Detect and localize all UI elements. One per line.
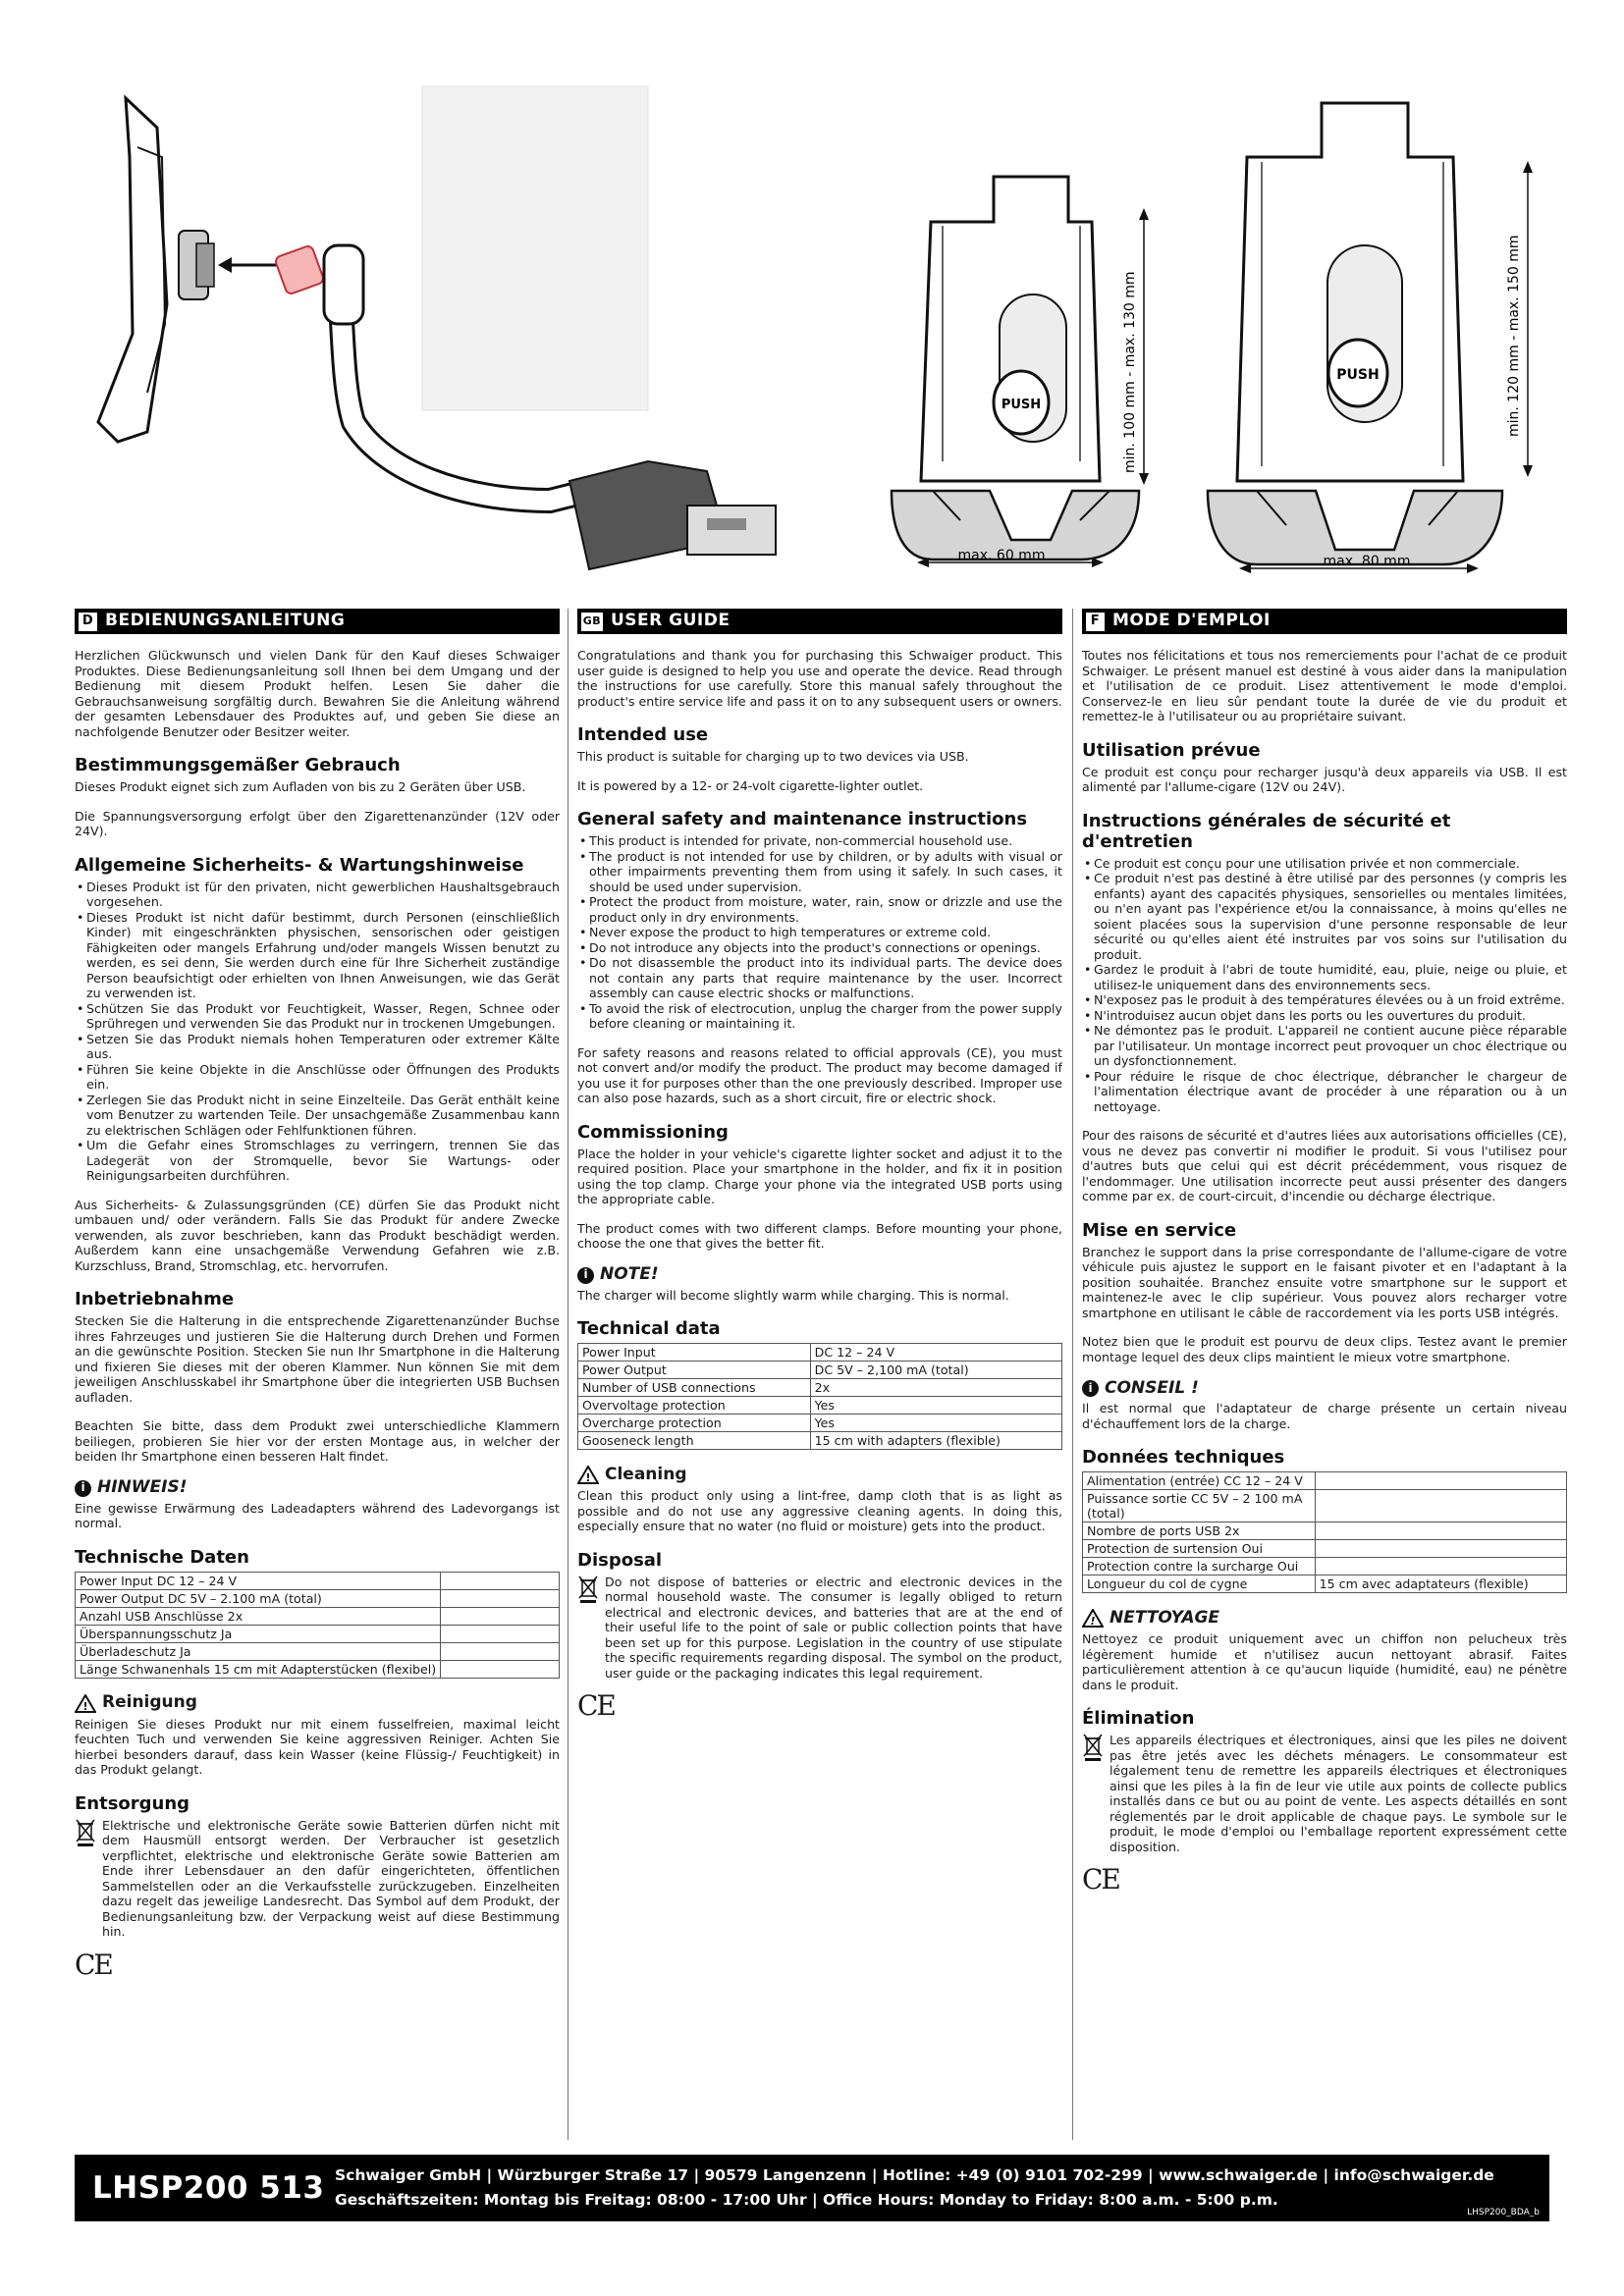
table-row: Gooseneck length 15 cm with adapters (flexible) [578, 1432, 1062, 1450]
push-label-small: PUSH [1001, 398, 1042, 412]
disposal-block-en [577, 1575, 1062, 1682]
section-header-de [75, 609, 560, 634]
list-item: • Dieses Produkt ist nicht dafür bestimmt, durch Personen (einschließlich Kinder) mit eingeschränkten physischen, sensorischen oder geistigen Fähigkeiten oder mangels Erfahrung und/oder mangels Wissen benutzt zu werden, es sei denn, Sie werden durch eine für Ihre Sicherheit zuständige Person beaufsichtigt oder erhielten von Ihnen Anweisungen, wie das Gerät zu verwenden ist. [75, 910, 560, 1001]
section-header-en [577, 609, 1062, 634]
note-title-en: NOTE! [600, 1264, 659, 1285]
tech-table-de [75, 1572, 560, 1679]
office-hours-line: Geschäftszeiten: Montag bis Freitag: 08:00 - 17:00 Uhr | Office Hours: Monday to Friday: 8:00 a.m. - 5:00 p.m. [335, 2191, 1278, 2209]
list-item: • Protect the product from moisture, water, rain, snow or drizzle and use the product only in dry environments. [577, 894, 1062, 925]
ce-notice-fr: Pour des raisons de sécurité et d'autres liées aux autorisations officielles (CE), vous ne devez pas convertir ni modifier le produit. Si vous l'utilisez pour d'autres buts que celui qui est décrit précédemment, vous risquez de l'endommager. Une utilisation incorrecte peut aussi présenter des dangers comme par ex. de court-circuit, d'incendie ou décharge électrique. [1082, 1128, 1567, 1203]
table-row: Power Output DC 5V – 2.100 mA (total) [76, 1589, 560, 1607]
illustration-svg [0, 69, 1624, 599]
list-item: • This product is intended for private, non-commercial household use. [577, 833, 1062, 849]
table-row: Alimentation (entrée) CC 12 – 24 V [1083, 1472, 1567, 1490]
cleaning-title-fr: NETTOYAGE [1110, 1607, 1220, 1628]
small-height-label: min. 100 mm - max. 130 mm [1122, 271, 1138, 473]
ce-mark-de: CE [75, 1948, 112, 1981]
note-heading-de [75, 1477, 560, 1498]
commissioning-de-1: Stecken Sie die Halterung in die entsprechende Zigarettenanzünder Buchse ihres Fahrzeuges und justieren Sie die Halterung durch Drehen und Formen an die gewünschte Position. Stecken Sie nun Ihr Smartphone in die Halterung und fixieren Sie dieses mit der oberen Klammer. Nun können Sie mit dem jeweiligen Anschlusskabel ihr Smartphone über die integrierten USB Buchsen aufladen. [75, 1313, 560, 1405]
heading-commissioning-de: Inbetriebnahme [75, 1289, 235, 1309]
large-width-label: max. 80 mm [1323, 554, 1411, 569]
note-text-de: Eine gewisse Erwärmung des Ladeadapters während des Ladevorgangs ist normal. [75, 1500, 560, 1530]
company-info [335, 2163, 1494, 2213]
commissioning-fr-2: Notez bien que le produit est pourvu de deux clips. Testez avant le premier montage lequel des deux clips maintient le mieux votre smartphone. [1082, 1334, 1567, 1364]
crossed-bin-icon [1082, 1733, 1104, 1762]
list-item: • To avoid the risk of electrocution, unplug the charger from the power supply before cleaning or maintaining it. [577, 1001, 1062, 1032]
heading-safety-de: Allgemeine Sicherheits- & Wartungshinweise [75, 854, 524, 876]
note-title-de: HINWEIS! [97, 1477, 188, 1498]
section-header-fr [1082, 609, 1567, 634]
list-item: • Setzen Sie das Produkt niemals hohen Temperaturen oder extremer Kälte aus. [75, 1032, 560, 1062]
list-item: • Gardez le produit à l'abri de toute humidité, eau, pluie, neige ou pluie, et utilisez-le uniquement dans des environnements secs. [1082, 962, 1567, 992]
title-en: USER GUIDE [611, 611, 731, 631]
list-item: • Ce produit n'est pas destiné à être utilisé par des personnes (y compris les enfants) ayant des capacités physiques, sensorielles ou mentales limitées, ou n'en ayant pas l'expérience et/ou la connaissance, à moins qu'elles ne soient placées sous la supervision d'une personne responsable de leur sécurité ou qu'elles aient été instruites par vos soins sur l'utilisation du produit. [1082, 871, 1567, 962]
cleaning-heading-fr [1082, 1609, 1567, 1628]
cleaning-heading-en [577, 1466, 1062, 1484]
language-code-fr: F [1086, 613, 1105, 631]
warning-icon [577, 1466, 599, 1484]
commissioning-en-1: Place the holder in your vehicle's cigarette lighter socket and adjust it to the required position. Place your smartphone in the holder, and fix it in position using the top clamp. Charge your phone via the integrated USB ports using the appropriate cable. [577, 1146, 1062, 1206]
commissioning-de-2: Beachten Sie bitte, dass dem Produkt zwei unterschiedliche Klammern beiliegen, probieren Sie hier vor der ersten Montage aus, in welcher der beiden Ihr Smartphone einen besseren Halt findet. [75, 1418, 560, 1464]
title-fr: MODE D'EMPLOI [1112, 611, 1271, 631]
warning-icon [1082, 1609, 1104, 1628]
document-code: LHSP200_BDA_b [1467, 2208, 1540, 2217]
list-item: • N'exposez pas le produit à des températures élevées ou à un froid extrême. [1082, 992, 1567, 1008]
list-item: • Do not disassemble the product into its individual parts. The device does not contain any parts that require maintenance by the user. Incorrect assembly can cause electric shocks or malfunctions. [577, 955, 1062, 1001]
heading-intended-use-fr: Utilisation prévue [1082, 739, 1261, 761]
list-item: • Ne démontez pas le produit. L'appareil ne contient aucune pièce réparable par l'utilisateur. Un montage incorrect peut provoquer un choc électrique ou un dysfonctionnement. [1082, 1023, 1567, 1069]
list-item: • Schützen Sie das Produkt vor Feuchtigkeit, Wasser, Regen, Schnee oder Sprühregen und verwenden Sie das Produkt nur in trockenen Umgebungen. [75, 1001, 560, 1032]
table-row: Power Output DC 5V – 2,100 mA (total) [578, 1362, 1062, 1379]
table-row: Protection contre la surcharge Oui [1083, 1558, 1567, 1575]
column-french [1082, 609, 1567, 1896]
intended-use-fr-1: Ce produit est conçu pour recharger jusqu'à deux appareils via USB. Il est alimenté par l'allume-cigare (12V ou 24V). [1082, 764, 1567, 794]
svg-text:!: ! [82, 1699, 88, 1713]
disposal-text-fr: Les appareils électriques et électroniques, ainsi que les piles ne doivent pas être jetés avec les déchets ménagers. Le consommateur est légalement tenu de remettre les appareils électriques et électroniques ainsi que les piles à la fin de leur vie utile aux points de collecte publics installés dans ce but ou au point de vente. Les aspects détaillés en sont réglementés par le droit applicable de chaque pays. Le symbole sur le produit, le mode d'emploi ou l'emballage reportent expressément cette disposition. [1110, 1733, 1567, 1854]
note-heading-en [577, 1264, 1062, 1285]
heading-safety-fr: Instructions générales de sécurité et d'entretien [1082, 810, 1451, 852]
note-text-fr: Il est normal que l'adaptateur de charge présente un certain niveau d'échauffement lors de la charge. [1082, 1401, 1567, 1431]
safety-list-en [577, 833, 1062, 1032]
ce-notice-de: Aus Sicherheits- & Zulassungsgründen (CE) dürfen Sie das Produkt nicht umbauen und/ oder verändern. Falls Sie das Produkt für andere Zwecke verwenden, als zuvor beschrieben, kann das Produkt beschädigt werden. Außerdem kann eine unsachgemäße Verwendung Gefahren wie z.B. Kurzschluss, Brand, Stromschlag, etc. hervorrufen. [75, 1197, 560, 1273]
cleaning-title-en: Cleaning [605, 1464, 687, 1484]
language-code-de: D [79, 613, 97, 631]
crossed-bin-icon [75, 1818, 96, 1847]
footer-bar [75, 2155, 1549, 2221]
list-item: • Pour réduire le risque de choc électrique, débrancher le chargeur de l'alimentation électrique avant de procéder à une réparation ou à un nettoyage. [1082, 1069, 1567, 1115]
intro-de: Herzlichen Glückwunsch und vielen Dank für den Kauf dieses Schwaiger Produktes. Diese Bedienungsanleitung soll Ihnen bei dem Umgang und der Bedienung mit diesem Produkt helfen. Lesen Sie daher die Gebrauchsanweisung sorgfältig durch. Bewahren Sie die Anleitung während der gesamten Lebensdauer des Produktes auf, und geben Sie diese an nachfolgende Benutzer oder Besitzer weiter. [75, 648, 560, 739]
info-icon: i [75, 1480, 91, 1497]
heading-commissioning-fr: Mise en service [1082, 1219, 1237, 1241]
intended-use-en-2: It is powered by a 12- or 24-volt cigarette-lighter outlet. [577, 777, 924, 793]
commissioning-fr-1: Branchez le support dans la prise correspondante de l'allume-cigare de votre véhicule puis ajustez le support en le faisant pivoter et en l'adaptant à la position souhaitée. Branchez ensuite votre smartphone sur le support et maintenez-le avec le clip supérieur. Vous pouvez alors recharger votre smartphone en utilisant le câble de raccordement via les ports USB intégrés. [1082, 1244, 1567, 1320]
table-row: Number of USB connections 2x [578, 1379, 1062, 1397]
cleaning-title-de: Reinigung [102, 1692, 197, 1713]
tech-table-en [577, 1343, 1062, 1450]
heading-intended-use-de: Bestimmungsgemäßer Gebrauch [75, 755, 401, 775]
large-holder-diagram [1208, 103, 1533, 573]
note-text-en: The charger will become slightly warm while charging. This is normal. [577, 1287, 1009, 1303]
table-row: Überladeschutz Ja [76, 1642, 560, 1660]
warning-icon [75, 1694, 96, 1713]
table-row: Protection de surtension Oui [1083, 1540, 1567, 1558]
note-heading-fr [1082, 1377, 1567, 1398]
language-code-en: GB [581, 613, 603, 631]
list-item: • Zerlegen Sie das Produkt nicht in seine Einzelteile. Das Gerät enthält keine vom Benutzer zu wartenden Teile. Der unsachgemäße Zusammenbau kann zu elektrischen Schlägen oder Fehlfunktionen führen. [75, 1093, 560, 1139]
model-number: LHSP200 513 [92, 2170, 325, 2206]
list-item: • Never expose the product to high temperatures or extreme cold. [577, 925, 1062, 940]
table-row: Puissance sortie CC 5V – 2 100 mA (total) [1083, 1490, 1567, 1522]
heading-intended-use-en: Intended use [577, 724, 709, 745]
heading-disposal-en: Disposal [577, 1549, 663, 1571]
title-de: BEDIENUNGSANLEITUNG [105, 611, 346, 631]
heading-commissioning-en: Commissioning [577, 1121, 729, 1143]
heading-tech-de: Technische Daten [75, 1546, 249, 1568]
commissioning-en-2: The product comes with two different clamps. Before mounting your phone, choose the one that gives the better fit. [577, 1220, 1062, 1251]
heading-disposal-de: Entsorgung [75, 1792, 190, 1814]
intended-use-en-1: This product is suitable for charging up to two devices via USB. [577, 749, 969, 764]
cleaning-text-de: Reinigen Sie dieses Produkt nur mit einem fusselfreien, maximal leicht feuchten Tuch und verwenden Sie keine aggressiven Reiniger. Achten Sie hierbei besonders darauf, dass kein Wasser (keine Flüssig-/ Feuchtigkeit) in das Produkt gelangt. [75, 1716, 560, 1777]
safety-list-de [75, 880, 560, 1184]
small-width-label: max. 60 mm [957, 548, 1046, 563]
ce-notice-en: For safety reasons and reasons related to official approvals (CE), you must not convert and/or modify the product. The product may become damaged if you use it for purposes other than the one previously described. Improper use can also pose hazards, such as a short circuit, fire or electric shock. [577, 1044, 1062, 1105]
intended-use-de-2: Die Spannungsversorgung erfolgt über den Zigarettenanzünder (12V oder 24V). [75, 808, 560, 838]
ce-mark-fr: CE [1082, 1863, 1119, 1896]
table-row: Overvoltage protection Yes [578, 1397, 1062, 1415]
disposal-block-de [75, 1818, 560, 1940]
large-height-label: min. 120 mm - max. 150 mm [1506, 235, 1522, 437]
column-english [577, 609, 1062, 1722]
svg-text:!: ! [1090, 1615, 1096, 1628]
intro-en: Congratulations and thank you for purchasing this Schwaiger product. This user guide is designed to help you use and operate the device. Read through the instructions for use carefully. Store this manual safely throughout the product's entire service life and pass it on to any subsequent users or owners. [577, 648, 1062, 709]
small-holder-diagram [892, 177, 1149, 567]
cleaning-text-fr: Nettoyez ce produit uniquement avec un chiffon non pelucheux très légèrement humide et n'utilisez aucun nettoyant abrasif. Faites particulièrement attention à ce qu'aucun liquide (humidité, eau) ne pénètre dans le produit. [1082, 1631, 1567, 1692]
cleaning-text-en: Clean this product only using a lint-free, damp cloth that is as light as possible and do not use any aggressive cleaning agents. In doing this, especially ensure that no water (no fluid or moisture) gets into the product. [577, 1488, 1062, 1533]
column-divider [1072, 609, 1073, 2140]
list-item: • Dieses Produkt ist für den privaten, nicht gewerblichen Haushaltsgebrauch vorgesehen. [75, 880, 560, 910]
cleaning-heading-de [75, 1694, 560, 1713]
holder-illustration [75, 71, 791, 599]
table-row: Power Input DC 12 – 24 V [76, 1572, 560, 1589]
heading-disposal-fr: Élimination [1082, 1708, 1195, 1729]
table-row: Nombre de ports USB 2x [1083, 1522, 1567, 1540]
heading-safety-en: General safety and maintenance instructions [577, 809, 1028, 829]
disposal-text-en: Do not dispose of batteries or electric and electronic devices in the normal household waste. The consumer is legally obliged to return electrical and electronic devices, and batteries that are at the end of their useful life to the point of sale or public collection points that have been set up for this purpose. Legislation in the country of use stipulate the specific requirements regarding disposal. The symbol on the product, user guide or the packaging indicates this legal requirement. [605, 1574, 1062, 1681]
list-item: • The product is not intended for use by children, or by adults with visual or other impairments preventing them from using it safely. In such cases, it should be used under supervision. [577, 849, 1062, 895]
info-icon: i [577, 1267, 594, 1284]
svg-text:!: ! [585, 1471, 591, 1484]
heading-tech-fr: Données techniques [1082, 1447, 1285, 1468]
product-illustrations [0, 69, 1624, 599]
table-row: Longueur du col de cygne 15 cm avec adaptateurs (flexible) [1083, 1575, 1567, 1593]
table-row: Länge Schwanenhals 15 cm mit Adapterstücken (flexibel) [76, 1660, 560, 1678]
heading-tech-en: Technical data [577, 1318, 721, 1339]
list-item: • N'introduisez aucun objet dans les ports ou les ouvertures du produit. [1082, 1008, 1567, 1024]
company-address-line: Schwaiger GmbH | Würzburger Straße 17 | 90579 Langenzenn | Hotline: +49 (0) 9101 702-299 | www.schwaiger.de | info@schwaiger.de [335, 2166, 1494, 2184]
list-item: • Do not introduce any objects into the product's connections or openings. [577, 940, 1062, 956]
list-item: • Um die Gefahr eines Stromschlages zu verringern, trennen Sie das Ladegerät von der Stromquelle, bevor Sie Wartungs- oder Reinigungsarbeiten durchführen. [75, 1138, 560, 1184]
intended-use-de-1: Dieses Produkt eignet sich zum Aufladen von bis zu 2 Geräten über USB. [75, 779, 526, 794]
intro-fr: Toutes nos félicitations et tous nos remerciements pour l'achat de ce produit Schwaiger. Le présent manuel est destiné à vous aider dans la manipulation et l'utilisation de ce produit. Lisez attentivement le mode d'emploi. Conservez-le en lieu sûr pendant toute la durée de vie du produit et remettez-le à l'utilisateur ou au propriétaire suivant. [1082, 648, 1567, 723]
column-german [75, 609, 560, 1981]
table-row: Überspannungsschutz Ja [76, 1625, 560, 1642]
safety-list-fr [1082, 856, 1567, 1115]
note-title-fr: CONSEIL ! [1105, 1377, 1199, 1398]
list-item: • Führen Sie keine Objekte in die Anschlüsse oder Öffnungen des Produkts ein. [75, 1062, 560, 1093]
disposal-text-de: Elektrische und elektronische Geräte sowie Batterien dürfen nicht mit dem Hausmüll entsorgt werden. Der Verbraucher ist gesetzlich verpflichtet, elektrische und elektronische Geräte sowie Batterien am Ende ihrer Lebensdauer an den dafür eingerichteten, öffentlichen Sammelstellen oder an die Verkaufsstelle zurückzugeben. Einzelheiten dazu regelt das jeweilige Landesrecht. Das Symbol auf dem Produkt, der Bedienungsanleitung bzw. der Verpackung weist auf diese Bestimmung hin. [102, 1817, 560, 1939]
disposal-block-fr [1082, 1733, 1567, 1854]
info-icon: i [1082, 1380, 1099, 1397]
push-label-large: PUSH [1336, 367, 1380, 383]
table-row: Anzahl USB Anschlüsse 2x [76, 1607, 560, 1625]
tech-table-fr [1082, 1471, 1567, 1593]
table-row: Overcharge protection Yes [578, 1415, 1062, 1432]
list-item: • Ce produit est conçu pour une utilisation privée et non commerciale. [1082, 856, 1567, 872]
crossed-bin-icon [577, 1575, 599, 1604]
ce-mark-en: CE [577, 1689, 615, 1722]
table-row: Power Input DC 12 – 24 V [578, 1344, 1062, 1362]
